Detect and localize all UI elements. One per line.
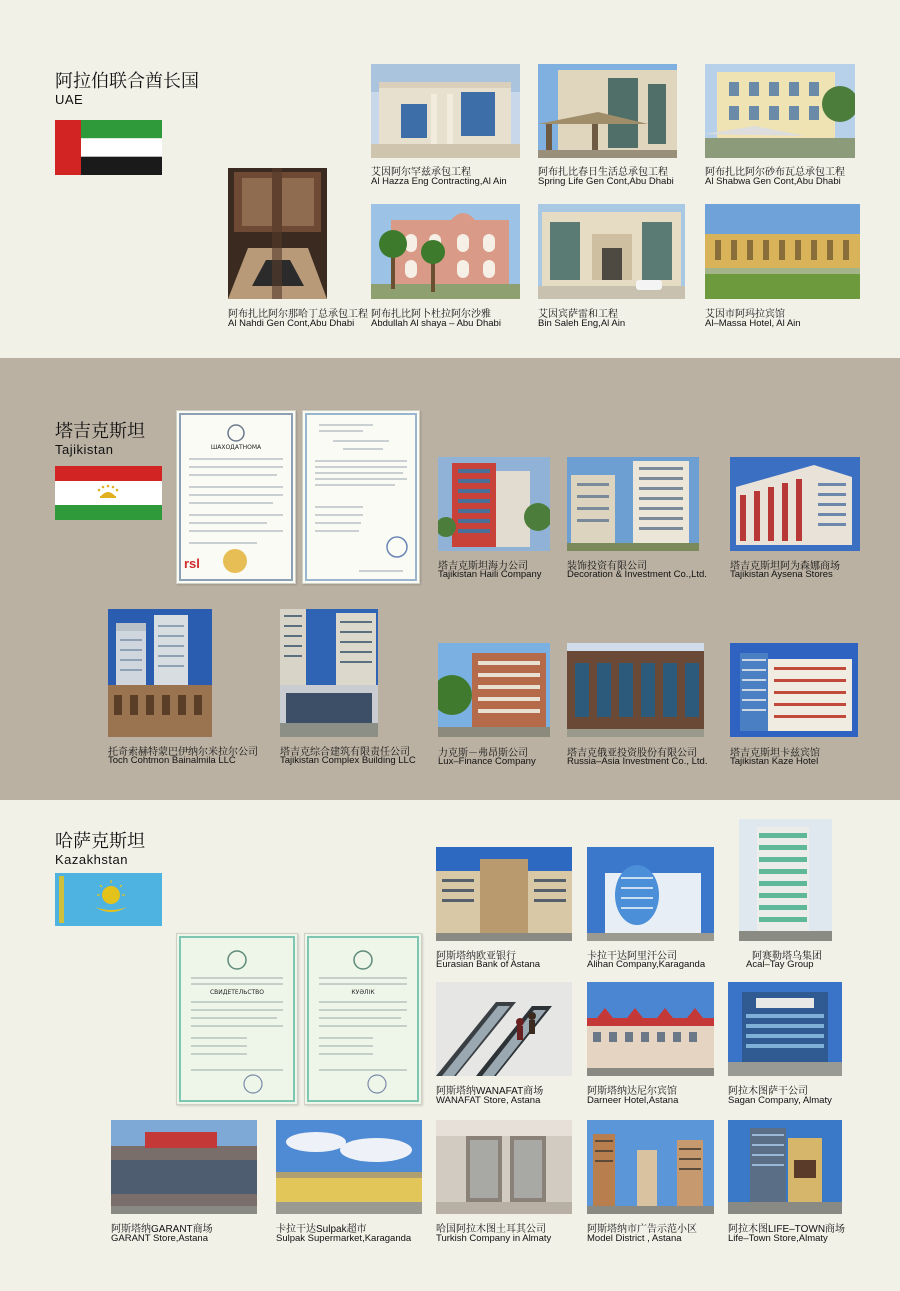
project-card: [730, 457, 865, 582]
caption-cn: 艾因宾萨雷和工程: [538, 309, 618, 320]
caption-cn: 阿布扎比阿尔砂布瓦总承包工程: [705, 167, 845, 178]
project-card: [728, 1120, 868, 1246]
building-photo: [728, 982, 842, 1076]
building-photo: [371, 204, 520, 299]
building-photo: [276, 1120, 422, 1214]
tajikistan-title-en: Tajikistan: [55, 442, 114, 457]
caption-cn: 塔吉克综合建筑有限责任公司: [280, 747, 410, 758]
project-card: [228, 168, 368, 330]
building-photo: [587, 1120, 714, 1214]
caption-en: Al Nahdi Gen Cont,Abu Dhabi: [228, 318, 355, 329]
project-card: [436, 847, 576, 972]
tajikistan-title: [55, 420, 145, 458]
project-card: [587, 1120, 727, 1246]
caption-en: Sulpak Supermarket,Karaganda: [276, 1233, 412, 1244]
building-photo: [739, 819, 832, 941]
kazakhstan-title-cn: 哈萨克斯坦: [55, 831, 145, 851]
caption-cn: 力克斯－弗昂斯公司: [438, 748, 528, 759]
building-photo: [280, 609, 378, 737]
caption-en: Tajikistan Complex Building LLC: [280, 755, 416, 766]
project-card: [438, 643, 558, 769]
caption-en: Decoration & Investment Co.,Ltd.: [567, 569, 707, 580]
building-photo: [730, 457, 860, 551]
project-card: [438, 457, 558, 582]
caption-cn: 哈国阿拉木图土耳其公司: [436, 1224, 546, 1235]
project-card: [436, 982, 576, 1108]
caption-en: Al Hazza Eng Contracting,Al Ain: [371, 176, 507, 187]
building-photo: [730, 643, 858, 737]
kazakhstan-title-en: Kazakhstan: [55, 852, 128, 867]
certificate: [176, 410, 296, 584]
building-photo: [567, 643, 704, 737]
caption-en: Acal–Tay Group: [746, 959, 814, 970]
interior-photo: [228, 168, 327, 299]
caption-en: Tajikistan Aysena Stores: [730, 569, 833, 580]
kazakhstan-flag: [55, 873, 162, 926]
caption-en: Sagan Company, Almaty: [728, 1095, 832, 1106]
caption-cn: 阿布扎比阿尔那哈丁总承包工程: [228, 309, 368, 320]
project-card: [108, 609, 273, 769]
caption-cn: 阿拉木图LIFE–TOWN商场: [728, 1224, 846, 1235]
caption-cn: 托奇索赫特蒙巴伊纳尔米拉尔公司: [108, 747, 258, 758]
caption-cn: 阿赛勒塔乌集团: [752, 951, 822, 962]
caption-cn: 塔吉克斯坦海力公司: [438, 561, 528, 572]
tajikistan-title-cn: 塔吉克斯坦: [55, 421, 145, 441]
project-card: [739, 819, 839, 972]
project-card: [371, 204, 523, 330]
caption-cn: 卡拉干达Sulpak超市: [276, 1224, 367, 1235]
caption-en: Eurasian Bank of Astana: [436, 959, 541, 970]
certificate: [302, 410, 420, 584]
caption-cn: 阿斯塔纳达尼尔宾馆: [587, 1086, 677, 1097]
project-card: [371, 64, 521, 189]
kazakhstan-title: [55, 830, 145, 868]
caption-en: Bin Saleh Eng,Al Ain: [538, 318, 626, 329]
caption-en: Russia–Asia Investment Co., Ltd.: [567, 756, 708, 767]
caption-cn: 阿拉木图萨干公司: [728, 1086, 808, 1097]
project-card: [587, 847, 727, 972]
caption-en: Tajikistan Haili Company: [438, 569, 542, 580]
caption-cn: 塔吉克斯坦阿为森娜商场: [730, 561, 840, 572]
project-card: [111, 1120, 261, 1246]
uae-title-cn: 阿拉伯联合酋长国: [55, 71, 199, 91]
caption-en: Toch Cohtmon Bainalmila LLC: [108, 755, 236, 766]
interior-photo: [436, 982, 572, 1076]
rsl-logo: rsl: [184, 556, 200, 571]
caption-cn: 阿斯塔纳WANAFAT商场: [436, 1086, 544, 1097]
uae-title-en: UAE: [55, 92, 84, 107]
caption-cn: 阿布扎比阿卜杜拉阿尔沙雅: [371, 309, 491, 320]
caption-en: Alihan Company,Karaganda: [587, 959, 706, 970]
building-photo: [438, 457, 550, 551]
project-card: [730, 643, 865, 769]
caption-en: Al Shabwa Gen Cont,Abu Dhabi: [705, 176, 841, 187]
building-photo: [705, 64, 855, 158]
building-photo: [108, 609, 212, 737]
building-photo: [728, 1120, 842, 1214]
project-card: [436, 1120, 576, 1246]
building-photo: [538, 64, 677, 158]
building-photo: [371, 64, 520, 158]
caption-en: GARANT Store,Astana: [111, 1233, 208, 1244]
building-photo: [436, 847, 572, 941]
caption-en: Turkish Company in Almaty: [436, 1233, 552, 1244]
project-card: [538, 204, 688, 330]
certificate-title: ШАХОДАТНОМА: [210, 444, 262, 451]
certificate-title: СВИДЕТЕЛЬСТВО: [209, 989, 265, 996]
interior-photo: [436, 1120, 572, 1214]
building-photo: [438, 643, 550, 737]
caption-cn: 艾因阿尔罕兹承包工程: [371, 167, 471, 178]
project-card: [276, 1120, 426, 1246]
caption-en: Spring Life Gen Cont,Abu Dhabi: [538, 176, 674, 187]
caption-cn: 塔吉克斯坦卡兹宾馆: [730, 748, 820, 759]
tajikistan-flag: [55, 466, 162, 520]
caption-en: WANAFAT Store, Astana: [436, 1095, 541, 1106]
project-card: [567, 457, 717, 582]
project-card: [705, 64, 865, 189]
building-photo: [587, 982, 714, 1076]
project-card: [538, 64, 688, 189]
project-card: [280, 609, 430, 769]
caption-en: Lux–Finance Company: [438, 756, 536, 767]
caption-cn: 卡拉干达阿里汗公司: [587, 951, 677, 962]
building-photo: [538, 204, 685, 299]
caption-en: Life–Town Store,Almaty: [728, 1233, 828, 1244]
caption-en: Al–Massa Hotel, Al Ain: [705, 318, 801, 329]
caption-cn: 塔吉克俄亚投资股份有限公司: [567, 748, 697, 759]
caption-cn: 阿斯塔纳GARANT商场: [111, 1224, 213, 1235]
project-card: [705, 204, 865, 330]
caption-en: Tajikistan Kaze Hotel: [730, 756, 819, 767]
caption-cn: 阿布扎比春日生活总承包工程: [538, 167, 668, 178]
project-card: [587, 982, 727, 1108]
caption-en: Darneer Hotel,Astana: [587, 1095, 679, 1106]
certificate: [304, 933, 422, 1105]
project-card: [567, 643, 717, 769]
caption-cn: 装饰投资有限公司: [567, 561, 647, 572]
caption-cn: 阿斯塔纳市广告示范小区: [587, 1224, 697, 1235]
building-photo: [705, 204, 860, 299]
certificate: [176, 933, 298, 1105]
building-photo: [567, 457, 699, 551]
certificate-title: КУӘЛІК: [351, 989, 375, 996]
project-card: [728, 982, 868, 1108]
caption-cn: 艾因市阿玛拉宾馆: [705, 309, 785, 320]
caption-en: Abdullah Al shaya – Abu Dhabi: [371, 318, 501, 329]
caption-cn: 阿斯塔纳欧亚银行: [436, 951, 516, 962]
building-photo: [111, 1120, 257, 1214]
building-photo: [587, 847, 714, 941]
uae-title: [55, 70, 199, 108]
caption-en: Model District , Astana: [587, 1233, 682, 1244]
uae-flag: [55, 120, 162, 175]
